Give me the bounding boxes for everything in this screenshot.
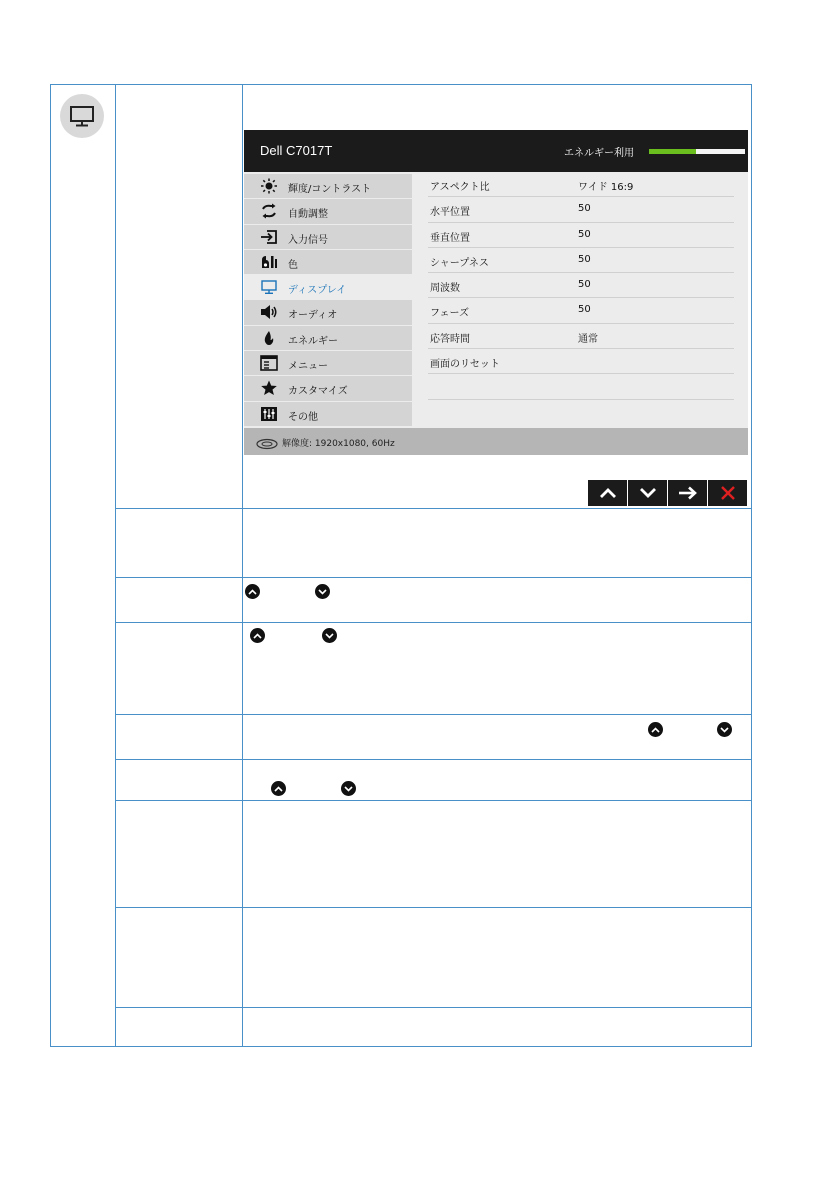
- setting-label: フェーズ: [430, 308, 469, 320]
- setting-value: 50: [578, 203, 591, 215]
- table-row-divider: [115, 800, 752, 801]
- menu-item-energy[interactable]: [244, 326, 412, 351]
- chevron-down-icon: [325, 633, 334, 639]
- energy-use-fill: [649, 149, 696, 154]
- setting-value: 通常: [578, 333, 598, 345]
- down-button-glyph: [315, 584, 330, 599]
- menu-item-others[interactable]: [244, 402, 412, 427]
- chevron-up-icon: [599, 487, 617, 499]
- osd-header: [244, 130, 748, 172]
- input-source-icon: [260, 229, 278, 245]
- down-button[interactable]: [628, 480, 667, 506]
- setting-sharpness[interactable]: [428, 248, 734, 273]
- resolution-icon: [256, 435, 278, 454]
- up-button[interactable]: [588, 480, 627, 506]
- table-row-divider: [115, 714, 752, 715]
- menu-item-label: メニュー: [288, 361, 328, 373]
- setting-vertical-position[interactable]: [428, 223, 734, 248]
- energy-icon: [260, 330, 278, 346]
- menu-item-label: 色: [288, 259, 298, 271]
- color-icon: [260, 254, 278, 270]
- display-section-icon: [60, 94, 104, 138]
- auto-adjust-icon: [260, 203, 278, 219]
- setting-value: ワイド 16:9: [578, 182, 634, 193]
- setting-response-time[interactable]: [428, 324, 734, 349]
- setting-horizontal-position[interactable]: [428, 197, 734, 222]
- osd-navigation-buttons: [588, 480, 748, 506]
- osd-body: [244, 172, 748, 428]
- arrow-right-icon: [678, 486, 698, 500]
- setting-value: 50: [578, 304, 591, 316]
- table-row-divider: [115, 577, 752, 578]
- menu-item-color[interactable]: [244, 250, 412, 275]
- menu-icon: [260, 355, 278, 371]
- setting-value: 50: [578, 279, 591, 291]
- setting-label: 応答時間: [430, 333, 470, 345]
- osd-main-menu: [244, 174, 412, 427]
- setting-label: シャープネス: [430, 257, 489, 269]
- others-icon: [260, 406, 278, 422]
- chevron-down-icon: [318, 589, 327, 595]
- down-button-glyph: [717, 722, 732, 737]
- chevron-up-icon: [274, 786, 283, 792]
- chevron-up-icon: [253, 633, 262, 639]
- table-column-divider: [115, 85, 116, 1046]
- menu-item-label: 自動調整: [288, 209, 328, 221]
- setting-value: 50: [578, 228, 591, 240]
- speaker-icon: [260, 304, 278, 320]
- menu-item-auto-adjust[interactable]: [244, 199, 412, 224]
- close-icon: [720, 485, 736, 501]
- menu-item-label: その他: [288, 411, 318, 423]
- up-button-glyph: [250, 628, 265, 643]
- down-button-glyph: [341, 781, 356, 796]
- enter-button[interactable]: [668, 480, 707, 506]
- osd-screenshot: [244, 130, 748, 455]
- down-button-glyph: [322, 628, 337, 643]
- setting-pixel-clock[interactable]: [428, 273, 734, 298]
- setting-value: 50: [578, 253, 591, 265]
- monitor-model: Dell C7017T: [260, 143, 333, 158]
- menu-item-label: 輝度/コントラスト: [288, 184, 372, 195]
- menu-item-personalize[interactable]: [244, 376, 412, 401]
- menu-item-label: 入力信号: [288, 234, 328, 246]
- table-row-divider: [115, 759, 752, 760]
- setting-label: 画面のリセット: [430, 359, 500, 371]
- table-row-divider: [115, 907, 752, 908]
- menu-item-display[interactable]: [244, 275, 412, 300]
- display-settings-list: [428, 172, 734, 400]
- energy-use-meter: [649, 149, 745, 154]
- chevron-up-icon: [651, 727, 660, 733]
- menu-item-label: エネルギー: [288, 335, 338, 347]
- up-button-glyph: [245, 584, 260, 599]
- table-column-divider: [242, 85, 243, 1046]
- osd-footer: [244, 428, 748, 455]
- up-button-glyph: [648, 722, 663, 737]
- setting-display-reset[interactable]: [428, 349, 734, 374]
- table-row-divider: [115, 508, 752, 509]
- setting-label: 水平位置: [430, 207, 470, 219]
- exit-button[interactable]: [708, 480, 747, 506]
- menu-item-brightness-contrast[interactable]: [244, 174, 412, 199]
- menu-item-label: ディスプレイ: [288, 285, 347, 297]
- menu-item-label: カスタマイズ: [288, 386, 348, 398]
- setting-label: アスペクト比: [430, 182, 490, 193]
- star-icon: [260, 380, 278, 396]
- brightness-icon: [260, 178, 278, 194]
- setting-empty-row: [428, 374, 734, 399]
- menu-item-label: オーディオ: [288, 310, 338, 322]
- setting-label: 周波数: [430, 283, 460, 295]
- up-button-glyph: [271, 781, 286, 796]
- energy-use-label: エネルギー利用: [564, 148, 634, 159]
- chevron-down-icon: [639, 487, 657, 499]
- chevron-up-icon: [248, 589, 257, 595]
- setting-aspect-ratio[interactable]: [428, 172, 734, 197]
- chevron-down-icon: [720, 727, 729, 733]
- setting-phase[interactable]: [428, 298, 734, 323]
- menu-item-menu[interactable]: [244, 351, 412, 376]
- table-row-divider: [115, 1007, 752, 1008]
- display-icon: [260, 279, 278, 295]
- resolution-text: 解像度: 1920x1080, 60Hz: [282, 439, 395, 449]
- table-row-divider: [115, 622, 752, 623]
- menu-item-audio[interactable]: [244, 300, 412, 325]
- menu-item-input-source[interactable]: [244, 225, 412, 250]
- chevron-down-icon: [344, 786, 353, 792]
- setting-label: 垂直位置: [430, 232, 470, 244]
